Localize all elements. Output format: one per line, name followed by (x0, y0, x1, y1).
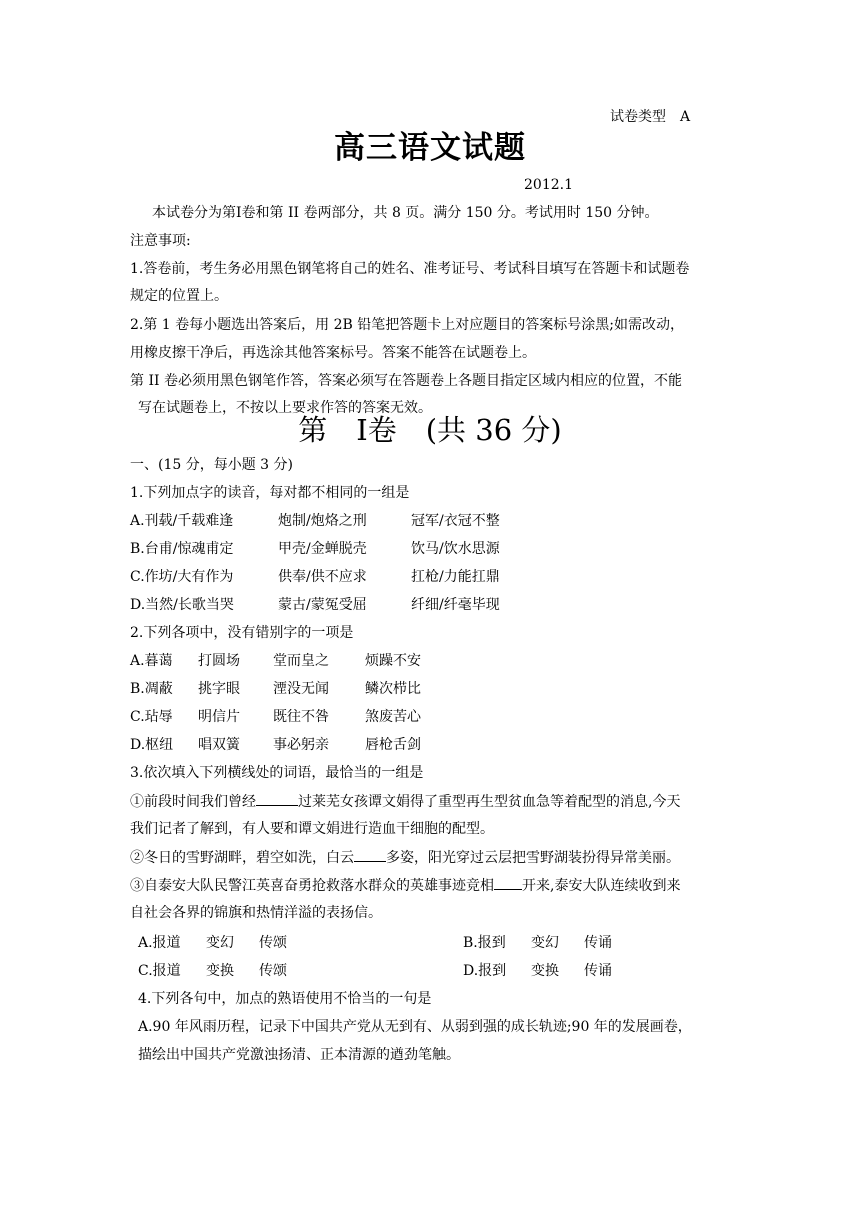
q3-sentence-2 (130, 847, 680, 868)
note-1-line-2: 规定的位置上。 (130, 288, 228, 304)
q2-option-a-2: 打圆场 (198, 653, 240, 669)
q1-option-d-2: 蒙古/蒙冤受屈 (278, 597, 367, 613)
q2-option-c-1: C.玷辱 (130, 709, 173, 725)
q4-option-a-line-2: 描绘出中国共产党激浊扬清、正本清源的遒劲笔触。 (138, 1047, 460, 1063)
section-title: 第 Ⅰ卷 (共 36 分) (298, 413, 562, 447)
q2-option-d-1: D.枢纽 (130, 737, 174, 753)
note-2-line-1: 2.第 1 卷每小题选出答案后，用 2B 铅笔把答题卡上对应题目的答案标号涂黑;如需改动， (130, 317, 684, 333)
q2-option-b-2: 挑字眼 (198, 681, 240, 697)
q1-option-a-1: A.刊载/千载难逢 (130, 513, 234, 529)
q3-s2-text-after: 多姿，阳光穿过云层把雪野湖装扮得异常美丽。 (386, 850, 680, 866)
q3-option-c-1: C.报道 (138, 963, 181, 979)
q1-option-a-2: 炮制/炮烙之刑 (278, 513, 367, 529)
q3-s3-text-after: 开来,泰安大队连续收到来 (522, 878, 681, 894)
q3-sentence-3-line-1 (130, 875, 680, 896)
q2-option-c-2: 明信片 (198, 709, 240, 725)
q3-option-c-2: 变换 (206, 963, 234, 979)
q1-option-c-2: 供奉/供不应求 (278, 569, 367, 585)
q3-blank-2 (354, 847, 386, 862)
q3-option-a-2: 变幻 (206, 935, 234, 951)
q3-sentence-1-line-1 (130, 791, 680, 812)
note-2-line-2: 用橡皮擦干净后，再选涂其他答案标号。答案不能答在试题卷上。 (130, 345, 536, 361)
q1-option-a-3: 冠军/衣冠不整 (411, 513, 500, 529)
intro-line: 本试卷分为第Ⅰ卷和第 II 卷两部分，共 8 页。满分 150 分。考试用时 150 分钟。 (152, 205, 659, 221)
q3-option-d-2: 变换 (531, 963, 559, 979)
q1-option-c-1: C.作坊/大有作为 (130, 569, 234, 585)
q4-option-a-line-1: A.90 年风雨历程，记录下中国共产党从无到有、从弱到强的成长轨迹;90 年的发展画卷， (138, 1019, 692, 1035)
q3-option-d-1: D.报到 (463, 963, 507, 979)
q2-option-b-3: 湮没无闻 (273, 681, 329, 697)
q2-option-b-4: 鳞次栉比 (365, 681, 421, 697)
q2-option-a-3: 堂而皇之 (273, 653, 329, 669)
exam-title: 高三语文试题 (334, 130, 526, 166)
q3-sentence-3-line-2: 自社会各界的锦旗和热情洋溢的表扬信。 (130, 905, 382, 921)
q3-stem: 3.依次填入下列横线处的词语，最恰当的一组是 (130, 765, 424, 781)
notes-heading: 注意事项: (130, 233, 191, 249)
q2-option-a-1: A.暮蔼 (130, 653, 173, 669)
q2-option-c-4: 煞废苦心 (365, 709, 421, 725)
q2-option-d-3: 事必躬亲 (273, 737, 329, 753)
q3-blank-3 (494, 875, 522, 890)
q1-option-b-2: 甲壳/金蝉脱壳 (278, 541, 367, 557)
q3-s3-text-before: ③自泰安大队民警江英喜奋勇抢救落水群众的英雄事迹竞相 (130, 878, 494, 894)
note-3-line-2: 写在试题卷上，不按以上要求作答的答案无效。 (138, 400, 432, 416)
q3-s1-text-after: 过莱芜女孩谭文娟得了重型再生型贫血急等着配型的消息,今天 (298, 794, 681, 810)
q2-option-b-1: B.凋蔽 (130, 681, 173, 697)
q3-option-a-1: A.报道 (138, 935, 181, 951)
q2-option-a-4: 烦躁不安 (365, 653, 421, 669)
q2-option-d-4: 唇枪舌剑 (365, 737, 421, 753)
note-1-line-1: 1.答卷前，考生务必用黑色钢笔将自己的姓名、准考证号、考试科目填写在答题卡和试题卷 (130, 261, 690, 277)
q1-option-b-3: 饮马/饮水思源 (411, 541, 500, 557)
q2-option-d-2: 唱双簧 (198, 737, 240, 753)
q3-s1-text-before: ①前段时间我们曾经 (130, 794, 256, 810)
q1-stem: 1.下列加点字的读音，每对都不相同的一组是 (130, 485, 410, 501)
q3-option-d-3: 传诵 (584, 963, 612, 979)
paper-type: 试卷类型 A (610, 109, 691, 125)
q3-option-b-2: 变幻 (531, 935, 559, 951)
q2-option-c-3: 既往不咎 (273, 709, 329, 725)
q3-option-b-1: B.报到 (463, 935, 506, 951)
q3-s2-text-before: ②冬日的雪野湖畔，碧空如洗，白云 (130, 850, 354, 866)
q3-option-b-3: 传诵 (584, 935, 612, 951)
exam-date: 2012.1 (524, 177, 573, 193)
note-3-line-1: 第 II 卷必须用黑色钢笔作答，答案必须写在答题卷上各题目指定区域内相应的位置，不能 (130, 373, 682, 389)
q3-sentence-1-line-2: 我们记者了解到，有人要和谭文娟进行造血干细胞的配型。 (130, 821, 494, 837)
q1-option-d-1: D.当然/长歌当哭 (130, 597, 234, 613)
q3-blank-1 (256, 791, 298, 806)
q1-option-d-3: 纤细/纤毫毕现 (411, 597, 500, 613)
part-heading: 一、(15 分，每小题 3 分) (130, 457, 293, 473)
q3-option-a-3: 传颂 (259, 935, 287, 951)
q4-stem: 4.下列各句中，加点的熟语使用不恰当的一句是 (138, 991, 432, 1007)
q1-option-b-1: B.台甫/惊魂甫定 (130, 541, 234, 557)
q2-stem: 2.下列各项中，没有错别字的一项是 (130, 625, 354, 641)
q3-option-c-3: 传颂 (259, 963, 287, 979)
q1-option-c-3: 扛枪/力能扛鼎 (411, 569, 500, 585)
